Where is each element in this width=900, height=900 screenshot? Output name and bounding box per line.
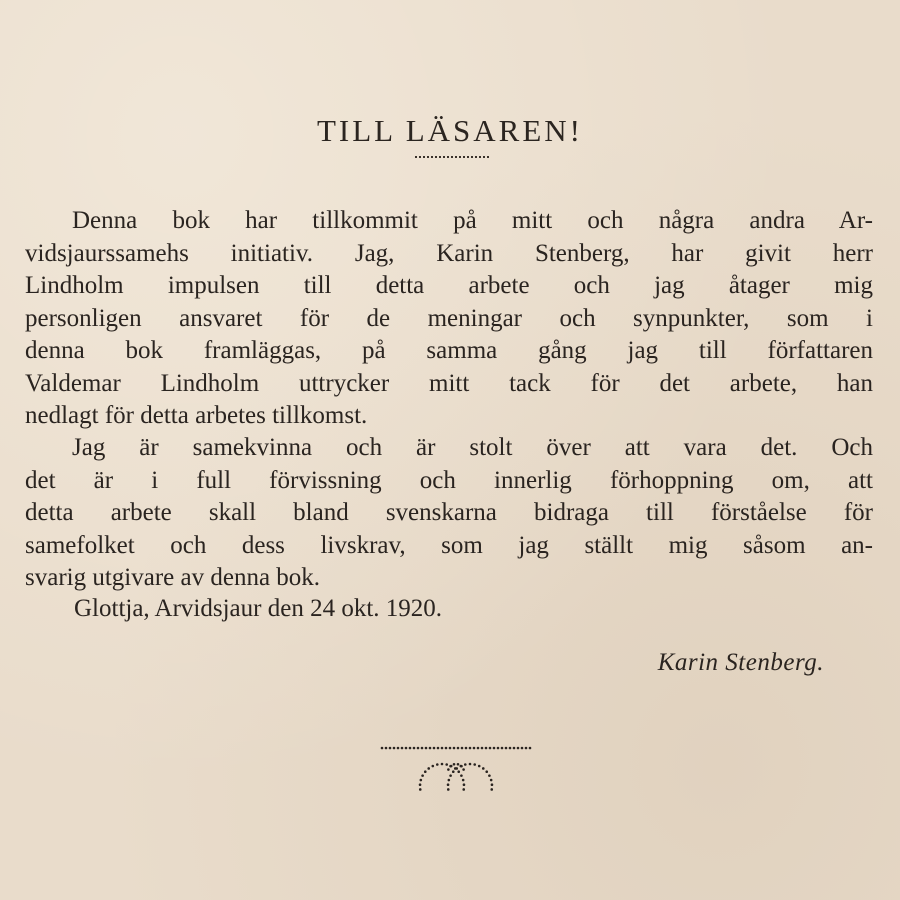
text-line: detta arbete skall bland svenskarna bidraga till förståelse för <box>25 499 873 526</box>
text-line: vidsjaurssamehs initiativ. Jag, Karin Stenberg, har givit herr <box>25 239 873 267</box>
paragraph-2 <box>25 432 873 595</box>
text-line: Denna bok har tillkommit på mitt och några andra Ar- <box>72 207 873 234</box>
signature: Karin Stenberg. <box>657 649 824 676</box>
text-line: svarig utgivare av denna bok. <box>25 564 321 591</box>
text-line: nedlagt för detta arbetes tillkomst. <box>25 402 368 429</box>
title-dotted-rule <box>415 156 489 158</box>
text-line: samefolket och dess livskrav, som jag ställt mig såsom an- <box>25 531 873 559</box>
paragraph-1 <box>25 205 873 433</box>
text-line: Lindholm impulsen till detta arbete och jag åtager mig <box>25 272 873 299</box>
text-line: personligen ansvaret för de meningar och synpunkter, som i <box>25 304 873 332</box>
text-line: Jag är samekvinna och är stolt över att vara det. Och <box>72 434 873 461</box>
place-and-date: Glottja, Arvidsjaur den 24 okt. 1920. <box>74 595 443 622</box>
text-line: Valdemar Lindholm uttrycker mitt tack för det arbete, han <box>25 369 873 397</box>
dotted-ornament-icon <box>380 742 532 798</box>
text-line: det är i full förvissning och innerlig förhoppning om, att <box>25 466 873 494</box>
page-title: TILL LÄSAREN! <box>316 112 583 148</box>
text-line: denna bok framläggas, på samma gång jag till författaren <box>25 337 873 364</box>
